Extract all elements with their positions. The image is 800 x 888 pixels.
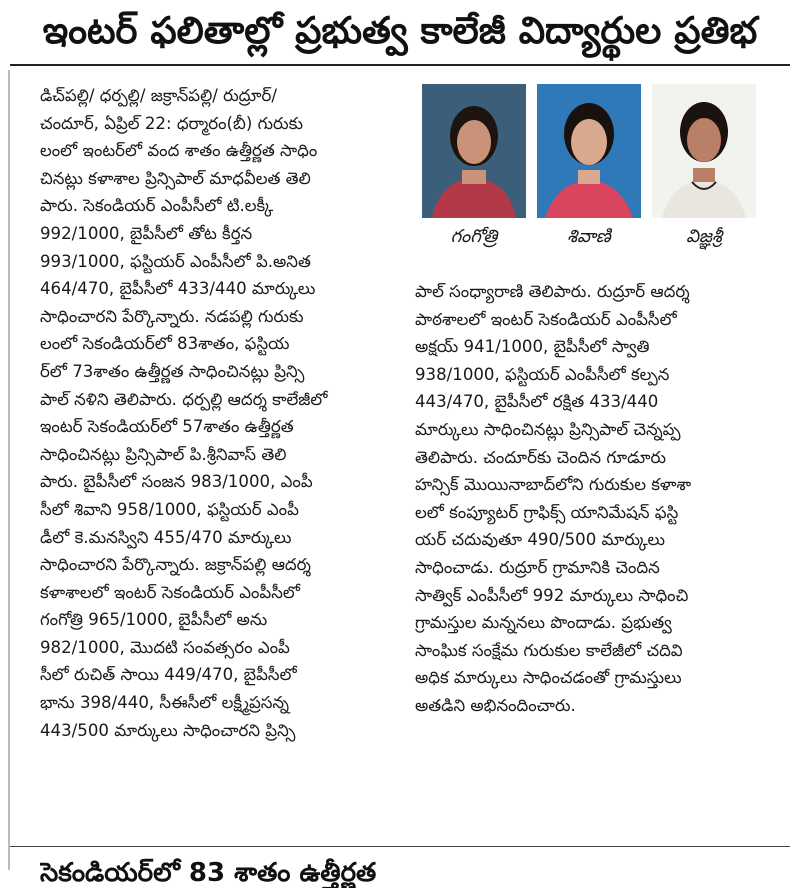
article-line: చందూర్, ఏప్రిల్ 22: ధర్మారం(బీ) గురుకు xyxy=(40,113,303,133)
student-photo-3 xyxy=(652,84,756,218)
article-line: లంలో సెకండియర్‌లో 83శాతం, ఫస్టియ xyxy=(40,334,290,354)
article-line: సీలో శివాని 958/1000, ఫస్టియర్ ఎంపీ xyxy=(40,499,299,519)
article-line: యర్ చదువుతూ 490/500 మార్కులు xyxy=(415,530,666,550)
photo-caption-2: శివాణి xyxy=(567,226,611,247)
article-line: సాధించారని పేర్కొన్నారు. జక్రాన్‌పల్లి ఆదర్శ xyxy=(40,555,311,575)
article-line: సీలో రుచిత్ సాయి 449/470, బైపీసీలో xyxy=(40,665,297,685)
article-line: డీలో కె.మనస్విని 455/470 మార్కులు xyxy=(40,527,292,547)
article-line: ర్‌లో 73శాతం ఉత్తీర్ణత సాధించినట్లు ప్రిన్సి xyxy=(40,361,305,381)
headline-rule xyxy=(10,64,790,66)
article-line: అతడిని అభినందించారు. xyxy=(415,695,576,715)
next-article-headline: సెకండియర్‌లో 83 శాతం ఉత్తీర్ణత xyxy=(40,858,377,888)
article-line: 982/1000, మొదటి సంవత్సరం ఎంపీ xyxy=(40,637,290,657)
photo-caption-1: గంగోత్రి xyxy=(450,226,498,247)
student-photo-2 xyxy=(537,84,641,218)
article-line: 443/500 మార్కులు సాధించారని ప్రిన్సి xyxy=(40,720,296,740)
article-line: 464/470, బైపీసీలో 433/440 మార్కులు xyxy=(40,279,316,299)
article-line: గంగోత్రి 965/1000, బైపీసీలో అను xyxy=(40,610,268,630)
student-photo-1 xyxy=(422,84,526,218)
article-line: అధిక మార్కులు సాధించడంతో గ్రామస్తులు xyxy=(415,668,682,688)
article-right-column xyxy=(415,278,753,720)
article-line: హన్సిక్ మొయినాబాద్‌లోని గురుకుల కళాశా xyxy=(415,475,692,495)
article-line: కళాశాలలో ఇంటర్ సెకండియర్ ఎంపీసీలో xyxy=(40,582,300,602)
article-line: భాను 398/440, సీఈసీలో లక్ష్మీప్రసన్న xyxy=(40,693,289,713)
article-line: తెలిపారు. చందూర్‌కు చెందిన గూడూరు xyxy=(415,447,667,467)
article-line: లలో కంప్యూటర్ గ్రాఫిక్స్ యానిమేషన్ ఫస్టి xyxy=(415,502,679,522)
article-line: సాధించాడు. రుద్రూర్ గ్రామానికి చెందిన xyxy=(415,557,660,577)
article-line: ఇంటర్ సెకండియర్‌లో 57శాతం ఉత్తీర్ణత xyxy=(40,417,294,437)
article-line: సాధించినట్లు ప్రిన్సిపాల్ పి.శ్రీనివాస్ తెలి xyxy=(40,444,287,464)
article-line: మార్కులు సాధించినట్లు ప్రిన్సిపాల్ చెన్నప్ప xyxy=(415,419,681,439)
article-line: గ్రామస్తుల మన్ననలు పొందాడు. ప్రభుత్వ xyxy=(415,613,672,633)
article-line: పాఠశాలలో ఇంటర్ సెకండియర్ ఎంపీసీలో xyxy=(415,309,677,329)
article-line: సాత్విక్ ఎంపీసీలో 992 మార్కులు సాధించి xyxy=(415,585,689,605)
article-line: పాల్ నళిని తెలిపారు. ధర్పల్లి ఆదర్శ కాలేజీలో xyxy=(40,389,328,409)
article-line: డిచ్‌పల్లి/ ధర్పల్లి/ జక్రాన్‌పల్లి/ రుద్రూర్/ xyxy=(40,86,277,105)
article-line: పారు. బైపీసీలో సంజన 983/1000, ఎంపీ xyxy=(40,472,313,492)
headline: ఇంటర్ ఫలితాల్లో ప్రభుత్వ కాలేజీ విద్యార్థుల ప్రతిభ xyxy=(42,9,758,52)
article-line: పాల్ సంధ్యారాణి తెలిపారు. రుద్రూర్ ఆదర్శ xyxy=(415,282,690,301)
article-line: చినట్లు కళాశాల ప్రిన్సిపాల్ మాధవీలత తెలి xyxy=(40,168,311,188)
article-line: పారు. సెకండియర్ ఎంపీసీలో టి.లక్కీ xyxy=(40,196,274,216)
article-line: సాంఘిక సంక్షేమ గురుకుల కాలేజీలో చదివి xyxy=(415,640,683,660)
column-border xyxy=(8,70,10,870)
article-left-column xyxy=(40,82,388,744)
article-line: లంలో ఇంటర్‌లో వంద శాతం ఉత్తీర్ణత సాధిం xyxy=(40,141,318,161)
article-line: 938/1000, ఫస్టియర్ ఎంపీసీలో కల్పన xyxy=(415,364,670,384)
article-line: అక్షయ్ 941/1000, బైపీసీలో స్వాతి xyxy=(415,337,650,357)
article-line: సాధించారని పేర్కొన్నారు. నడపల్లి గురుకు xyxy=(40,306,304,326)
photo-caption-3: విజ్ఞశ్రీ xyxy=(686,226,722,247)
section-rule xyxy=(10,846,790,847)
article-line: 992/1000, బైపీసీలో తోట కీర్తన xyxy=(40,223,253,243)
article-line: 993/1000, ఫస్టియర్ ఎంపీసీలో పి.అనిత xyxy=(40,251,311,271)
photo-strip xyxy=(422,84,756,264)
article-line: 443/470, బైపీసీలో రక్షిత 433/440 xyxy=(415,392,659,412)
